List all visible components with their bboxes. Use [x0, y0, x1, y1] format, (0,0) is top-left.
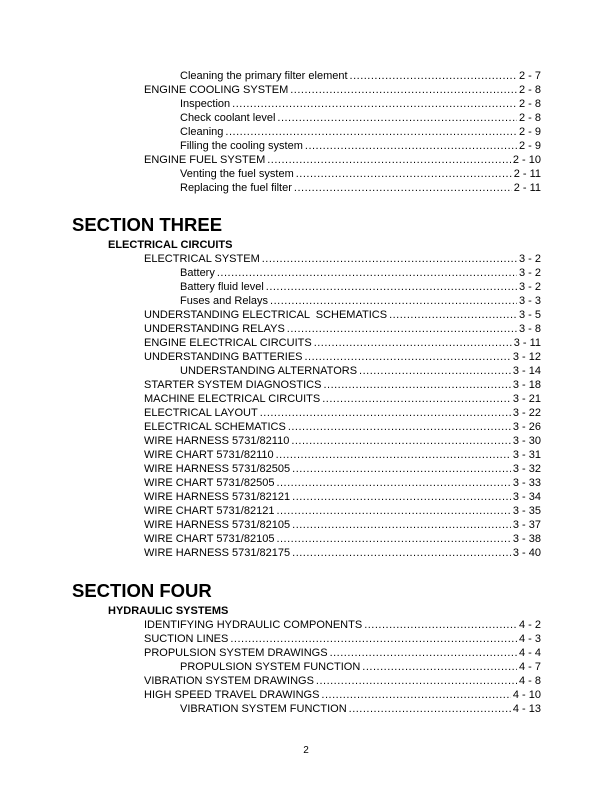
toc-entry: ENGINE ELECTRICAL CIRCUITS ..... 3 - 11 [144, 336, 541, 350]
toc-entry: VIBRATION SYSTEM DRAWINGS ..... 4 - 8 [144, 674, 541, 688]
toc-entry: ENGINE FUEL SYSTEM ..... 2 - 10 [144, 153, 541, 167]
toc-entry: PROPULSION SYSTEM DRAWINGS ..... 4 - 4 [144, 646, 541, 660]
toc-entry: SUCTION LINES ..... 4 - 3 [144, 632, 541, 646]
toc-entry: WIRE CHART 5731/82505 ..... 3 - 33 [144, 476, 541, 490]
toc-entry: IDENTIFYING HYDRAULIC COMPONENTS ..... 4 - 2 [144, 618, 541, 632]
section-subtitle: ELECTRICAL CIRCUITS [108, 239, 233, 251]
toc-entry: UNDERSTANDING BATTERIES ..... 3 - 12 [144, 350, 541, 364]
toc-entry: WIRE HARNESS 5731/82105 ..... 3 - 37 [144, 518, 541, 532]
toc-entry: Fuses and Relays ..... 3 - 3 [180, 294, 541, 308]
toc-entry: UNDERSTANDING ELECTRICAL SCHEMATICS ..... 3 - 5 [144, 308, 541, 322]
toc-entry: MACHINE ELECTRICAL CIRCUITS ..... 3 - 21 [144, 392, 541, 406]
toc-entry: Inspection ..... 2 - 8 [180, 97, 541, 111]
toc-entry: Check coolant level ..... 2 - 8 [180, 111, 541, 125]
toc-entry: Replacing the fuel filter ..... 2 - 11 [180, 181, 541, 195]
toc-entry: HIGH SPEED TRAVEL DRAWINGS ..... 4 - 10 [144, 688, 541, 702]
toc-entry: ELECTRICAL SCHEMATICS ..... 3 - 26 [144, 420, 541, 434]
section-subtitle: HYDRAULIC SYSTEMS [108, 605, 229, 617]
toc-entry: WIRE HARNESS 5731/82505 ..... 3 - 32 [144, 462, 541, 476]
toc-entry: WIRE CHART 5731/82121 ..... 3 - 35 [144, 504, 541, 518]
toc-entry: WIRE HARNESS 5731/82175 ..... 3 - 40 [144, 546, 541, 560]
toc-entry: ENGINE COOLING SYSTEM ..... 2 - 8 [144, 83, 541, 97]
toc-entry: UNDERSTANDING RELAYS ..... 3 - 8 [144, 322, 541, 336]
toc-entry: Cleaning ..... 2 - 9 [180, 125, 541, 139]
section-title: SECTION THREE [72, 214, 223, 235]
toc-entry: Cleaning the primary filter element ..... 2 - 7 [180, 69, 541, 83]
toc-entry: UNDERSTANDING ALTERNATORS ..... 3 - 14 [180, 364, 541, 378]
toc-entry: WIRE CHART 5731/82105 ..... 3 - 38 [144, 532, 541, 546]
page-number: 2 [303, 745, 309, 756]
toc-entry: ELECTRICAL SYSTEM ..... 3 - 2 [144, 252, 541, 266]
toc-entry: WIRE CHART 5731/82110 ..... 3 - 31 [144, 448, 541, 462]
toc-entry: VIBRATION SYSTEM FUNCTION ..... 4 - 13 [180, 702, 541, 716]
toc-entry: ELECTRICAL LAYOUT ..... 3 - 22 [144, 406, 541, 420]
toc-entry: PROPULSION SYSTEM FUNCTION ..... 4 - 7 [180, 660, 541, 674]
toc-entry: WIRE HARNESS 5731/82121 ..... 3 - 34 [144, 490, 541, 504]
toc-entry: Venting the fuel system ..... 2 - 11 [180, 167, 541, 181]
section-title: SECTION FOUR [72, 580, 212, 601]
toc-entry: Battery fluid level ..... 3 - 2 [180, 280, 541, 294]
toc-entry: WIRE HARNESS 5731/82110 ..... 3 - 30 [144, 434, 541, 448]
toc-entry: Battery ..... 3 - 2 [180, 266, 541, 280]
toc-entry: Filling the cooling system ..... 2 - 9 [180, 139, 541, 153]
toc-entry: STARTER SYSTEM DIAGNOSTICS ..... 3 - 18 [144, 378, 541, 392]
